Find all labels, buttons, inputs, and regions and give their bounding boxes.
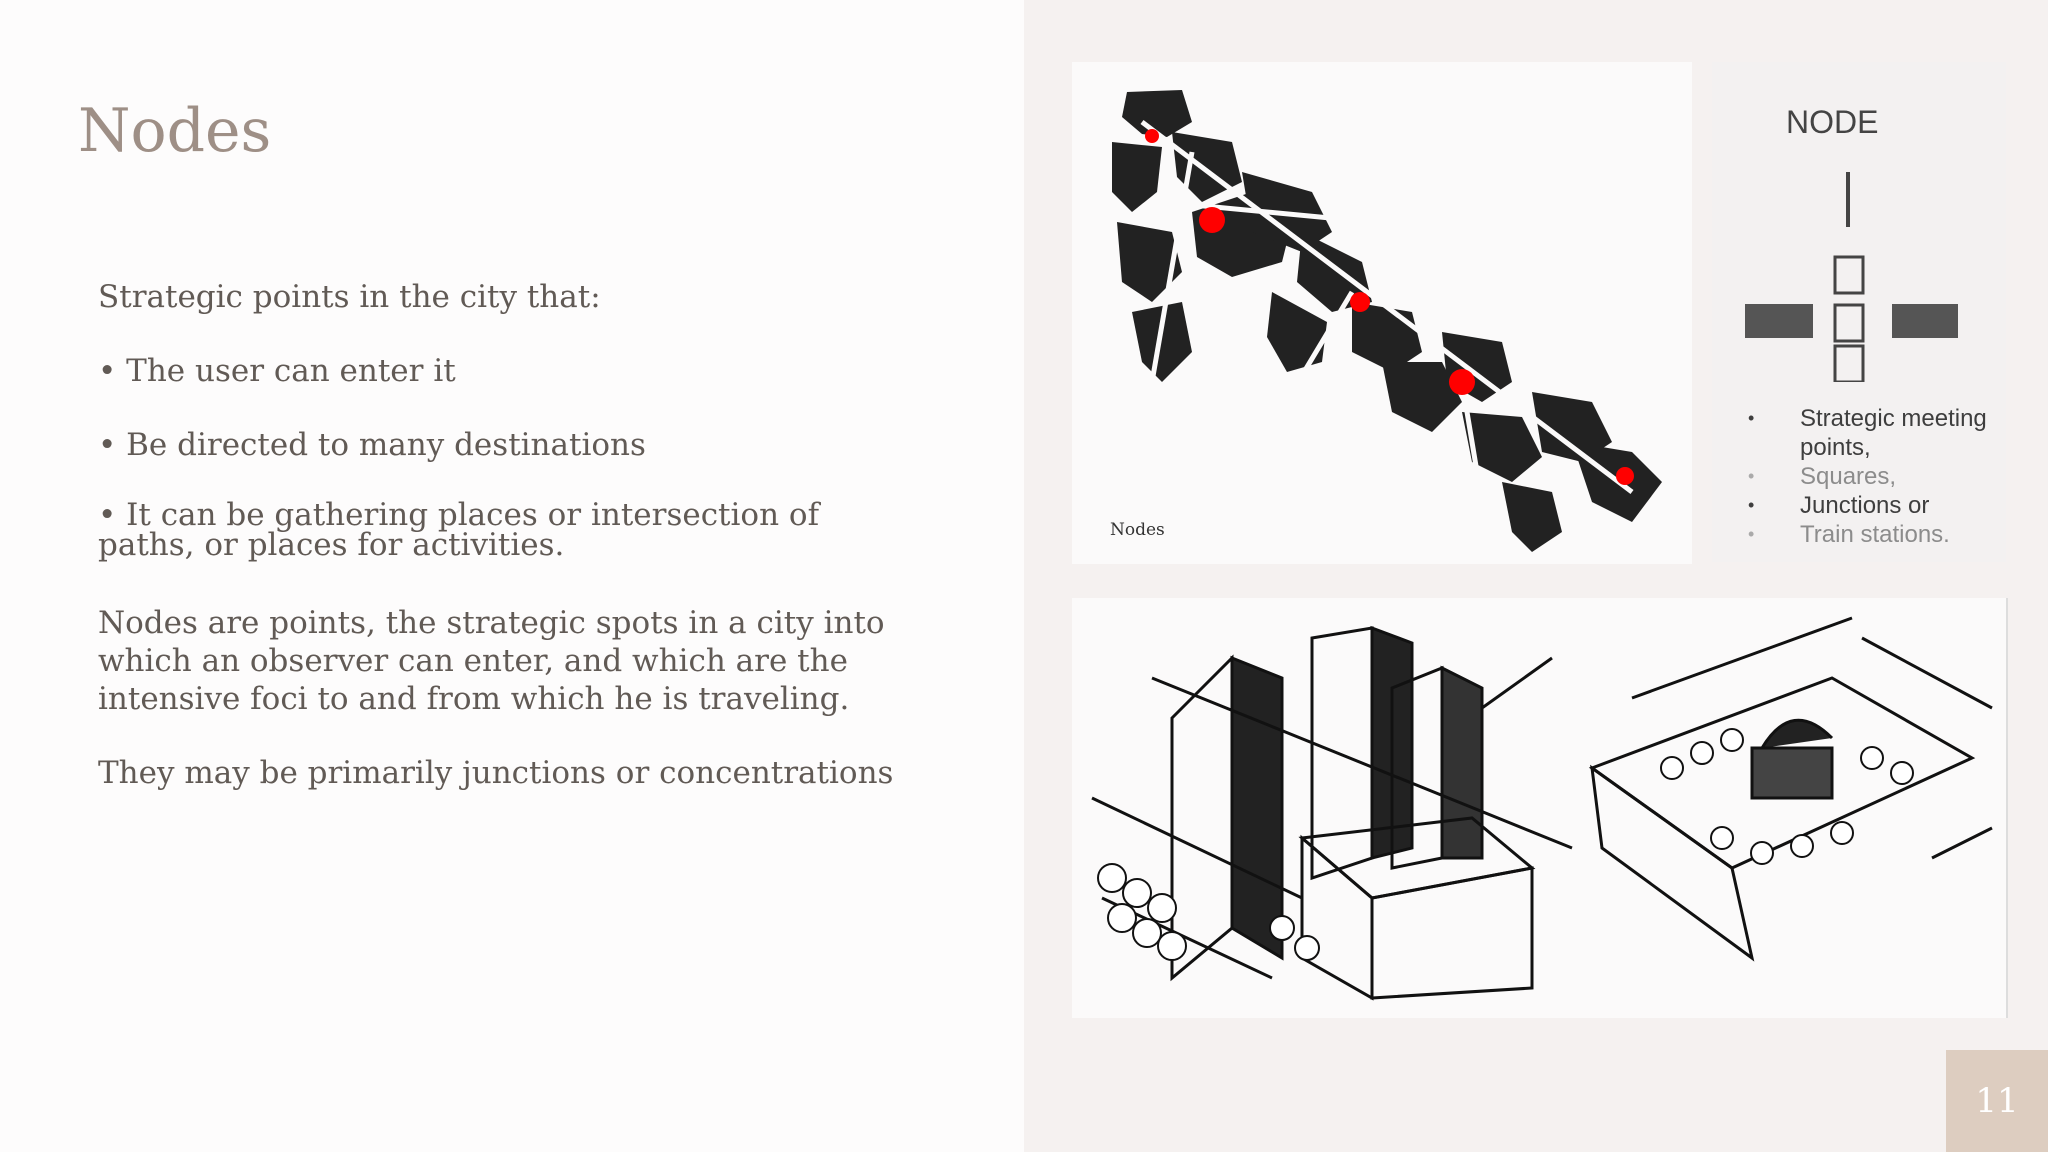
- intro-text: Strategic points in the city that:: [98, 279, 601, 315]
- node-list-item: • Squares,: [1748, 462, 1998, 491]
- city-map-drawing: [1072, 62, 1692, 564]
- nodes-map-figure: [1072, 62, 1692, 564]
- node-marker: [1145, 129, 1159, 143]
- definition-paragraph: Nodes are points, the strategic spots in a city into which an observer can enter, and which are the intensive foci to and from which he is traveling.: [98, 605, 885, 717]
- node-diagram-title: NODE: [1786, 104, 1879, 140]
- bullet-item: • The user can enter it: [98, 353, 456, 389]
- node-diagram-list: [1748, 404, 1998, 549]
- node-list-item: • Strategic meeting points,: [1748, 404, 1998, 462]
- node-marker: [1350, 292, 1370, 312]
- bullet-item: • It can be gathering places or intersection of paths, or places for activities.: [98, 497, 820, 563]
- node-marker: [1449, 369, 1475, 395]
- map-label: Nodes: [1110, 520, 1165, 540]
- urban-sketch-drawing: [1072, 598, 2006, 1018]
- node-marker: [1199, 207, 1225, 233]
- page-number-badge: 11: [1946, 1050, 2048, 1152]
- slide-title: Nodes: [78, 96, 272, 166]
- node-diagram: [1712, 62, 2006, 562]
- node-sketch-figure: [1072, 598, 2008, 1018]
- node-symbol-drawing: [1712, 62, 2006, 382]
- node-list-item: • Train stations.: [1748, 520, 1998, 549]
- bullet-item: • Be directed to many destinations: [98, 427, 646, 463]
- node-list-item: • Junctions or: [1748, 491, 1998, 520]
- node-marker: [1616, 467, 1634, 485]
- slide-body: [98, 278, 898, 792]
- junctions-paragraph: They may be primarily junctions or concentrations: [98, 755, 894, 791]
